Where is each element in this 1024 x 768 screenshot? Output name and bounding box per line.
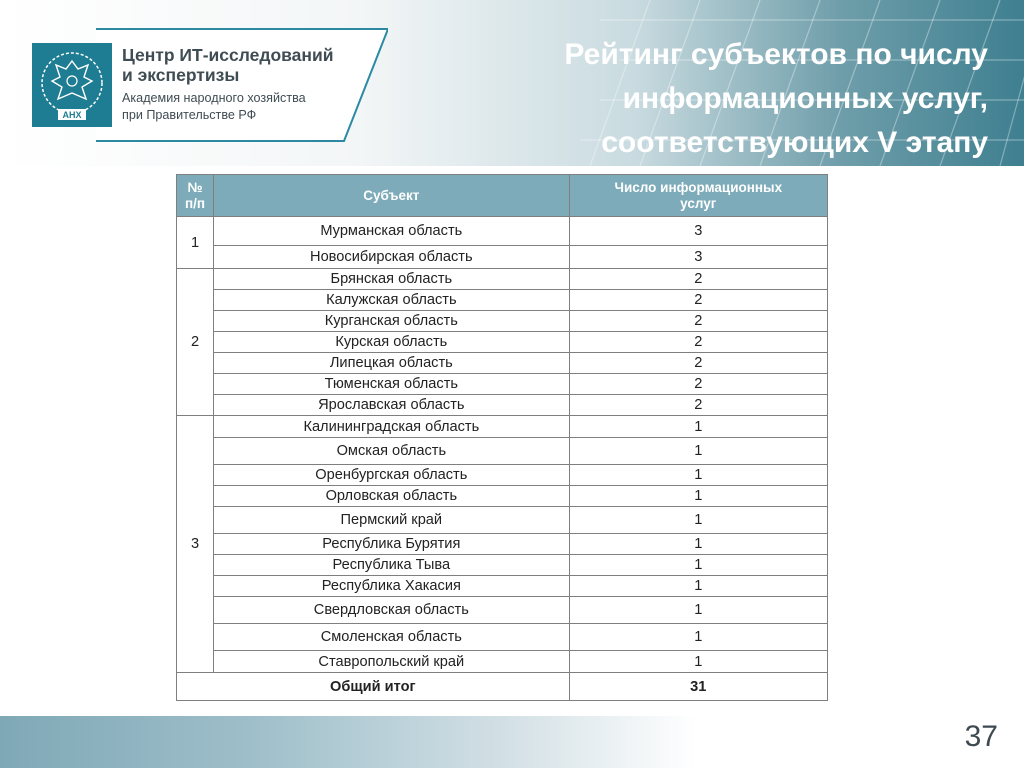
rank-cell: 1 xyxy=(177,217,214,269)
table-row xyxy=(177,438,828,465)
subject-cell: Калининградская область xyxy=(214,416,570,438)
table-row xyxy=(177,576,828,597)
total-value: 31 xyxy=(569,673,827,701)
subject-cell: Смоленская область xyxy=(214,624,570,651)
count-cell: 2 xyxy=(569,395,827,416)
subject-cell: Омская область xyxy=(214,438,570,465)
count-cell: 1 xyxy=(569,576,827,597)
table-row xyxy=(177,246,828,269)
table-header-row xyxy=(177,175,828,217)
table-row xyxy=(177,486,828,507)
subject-cell: Республика Бурятия xyxy=(214,534,570,555)
subject-cell: Республика Хакасия xyxy=(214,576,570,597)
table-row xyxy=(177,597,828,624)
eagle-emblem-icon xyxy=(32,43,112,127)
slide-title-line2: информационных услуг, xyxy=(622,82,988,115)
count-cell: 2 xyxy=(569,269,827,290)
logo-subtitle xyxy=(122,90,372,124)
subject-cell: Липецкая область xyxy=(214,353,570,374)
count-cell: 3 xyxy=(569,217,827,246)
count-cell: 1 xyxy=(569,597,827,624)
table-row xyxy=(177,416,828,438)
count-cell: 1 xyxy=(569,624,827,651)
subject-cell: Брянская область xyxy=(214,269,570,290)
subject-cell: Калужская область xyxy=(214,290,570,311)
logo-title-line1: Центр ИТ-исследований xyxy=(122,45,334,65)
count-cell: 2 xyxy=(569,374,827,395)
count-cell: 1 xyxy=(569,555,827,576)
count-cell: 3 xyxy=(569,246,827,269)
table-row xyxy=(177,217,828,246)
count-cell: 2 xyxy=(569,290,827,311)
rating-table xyxy=(176,174,828,701)
slide-header xyxy=(0,0,1024,166)
page-number: 37 xyxy=(964,720,998,753)
count-cell: 1 xyxy=(569,507,827,534)
table-row xyxy=(177,290,828,311)
slide-title-line3: соответствующих V этапу xyxy=(601,126,988,159)
header-number-line1: № xyxy=(187,179,203,195)
header-number-line2: п/п xyxy=(184,195,206,211)
emblem-text: АНХ xyxy=(62,110,82,120)
header-number xyxy=(177,175,214,217)
logo-title-line2: и экспертизы xyxy=(122,65,240,85)
logo xyxy=(26,28,388,142)
slide-footer xyxy=(0,716,1024,768)
rank-cell: 2 xyxy=(177,269,214,416)
subject-cell: Пермский край xyxy=(214,507,570,534)
logo-subtitle-line2: при Правительстве РФ xyxy=(122,108,257,122)
subject-cell: Оренбургская область xyxy=(214,465,570,486)
table-row xyxy=(177,395,828,416)
count-cell: 1 xyxy=(569,416,827,438)
subject-cell: Мурманская область xyxy=(214,217,570,246)
count-cell: 2 xyxy=(569,311,827,332)
subject-cell: Новосибирская область xyxy=(214,246,570,269)
header-count-line2: услуг xyxy=(680,195,717,211)
table-row xyxy=(177,332,828,353)
rating-table-body xyxy=(177,217,828,673)
subject-cell: Тюменская область xyxy=(214,374,570,395)
total-label: Общий итог xyxy=(177,673,570,701)
table-row xyxy=(177,555,828,576)
table-row xyxy=(177,269,828,290)
table-row xyxy=(177,624,828,651)
table-row xyxy=(177,353,828,374)
count-cell: 1 xyxy=(569,486,827,507)
table-row xyxy=(177,651,828,673)
subject-cell: Свердловская область xyxy=(214,597,570,624)
header-count-line1: Число информационных xyxy=(614,179,783,195)
table-row xyxy=(177,465,828,486)
table-row xyxy=(177,507,828,534)
count-cell: 1 xyxy=(569,651,827,673)
logo-title xyxy=(122,45,372,85)
table-row xyxy=(177,534,828,555)
subject-cell: Ставропольский край xyxy=(214,651,570,673)
subject-cell: Курганская область xyxy=(214,311,570,332)
total-row xyxy=(177,673,828,701)
subject-cell: Курская область xyxy=(214,332,570,353)
header-count xyxy=(569,175,827,217)
table-row xyxy=(177,374,828,395)
table-row xyxy=(177,311,828,332)
subject-cell: Орловская область xyxy=(214,486,570,507)
slide-title-line1: Рейтинг субъектов по числу xyxy=(564,38,988,71)
slide-title xyxy=(428,33,988,165)
header-subject: Субъект xyxy=(214,175,570,217)
count-cell: 1 xyxy=(569,438,827,465)
count-cell: 1 xyxy=(569,465,827,486)
logo-subtitle-line1: Академия народного хозяйства xyxy=(122,91,306,105)
count-cell: 2 xyxy=(569,353,827,374)
subject-cell: Республика Тыва xyxy=(214,555,570,576)
rank-cell: 3 xyxy=(177,416,214,673)
subject-cell: Ярославская область xyxy=(214,395,570,416)
count-cell: 1 xyxy=(569,534,827,555)
count-cell: 2 xyxy=(569,332,827,353)
